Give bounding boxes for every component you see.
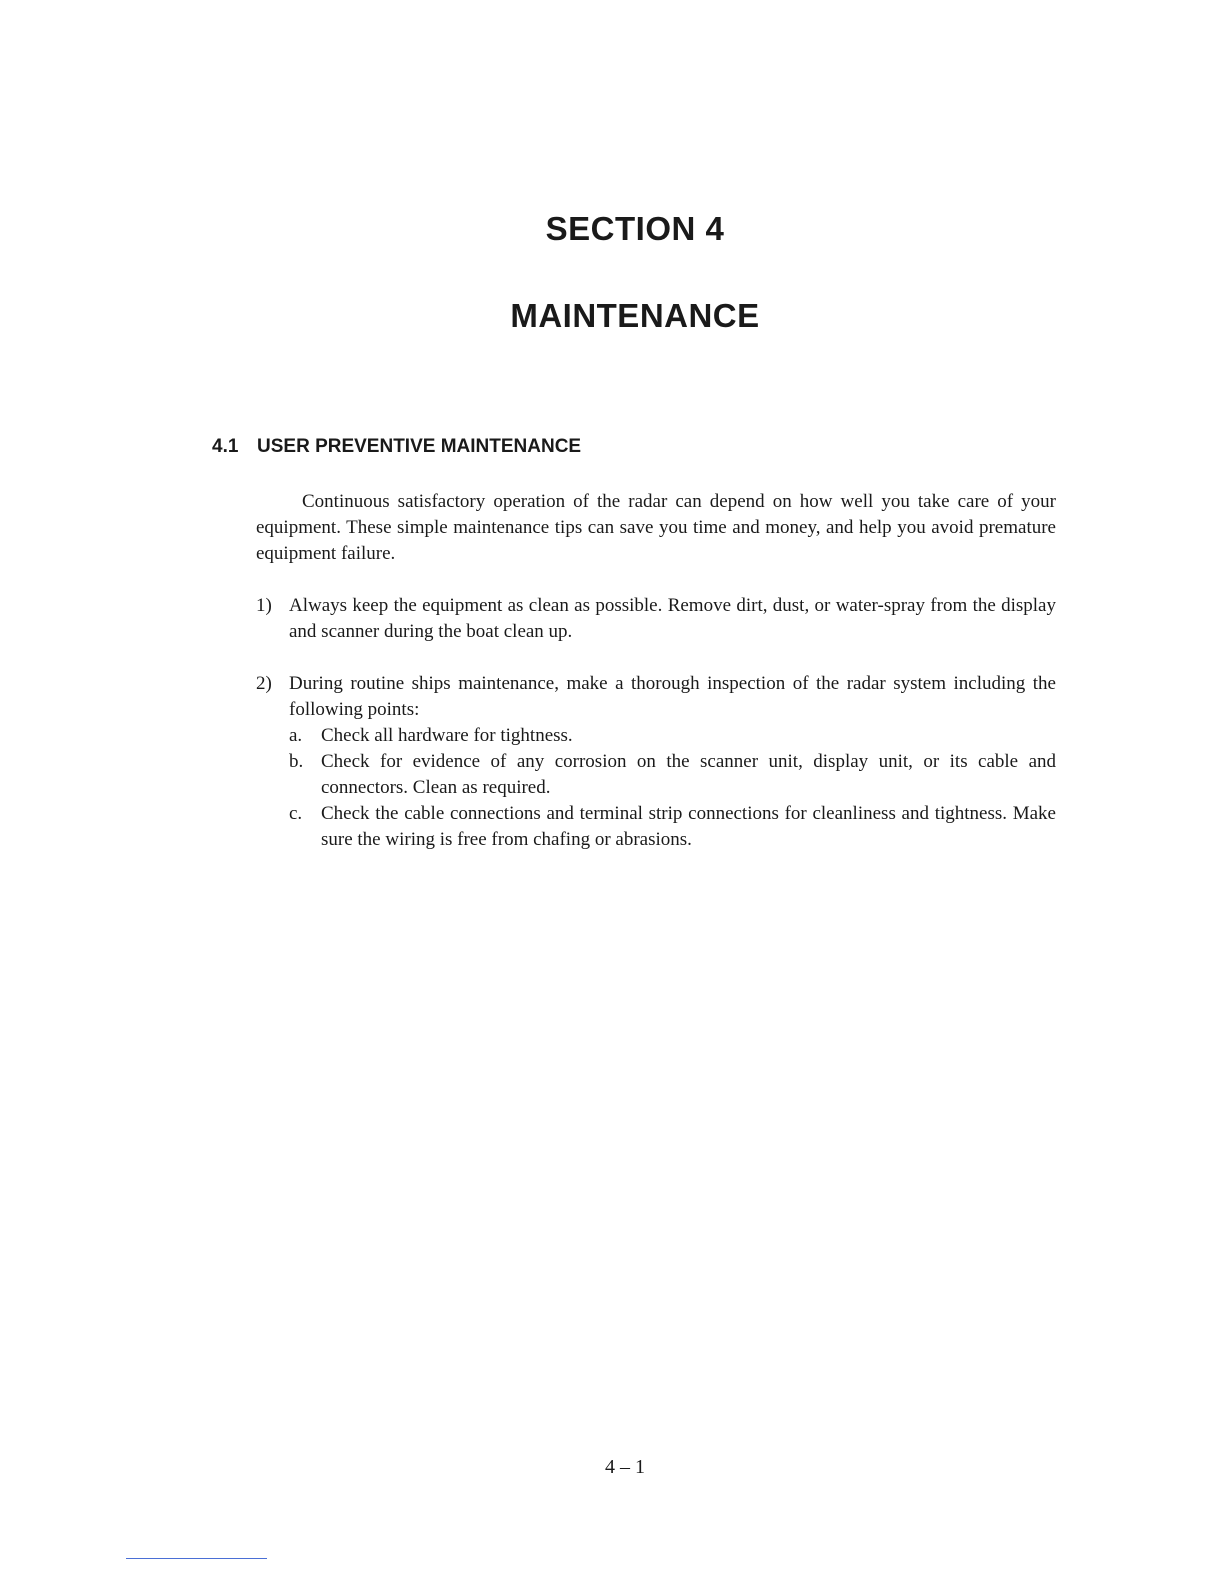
list-item-text: During routine ships maintenance, make a thorough inspection of the radar system including the following points: — [289, 673, 1056, 720]
intro-paragraph: Continuous satisfactory operation of the radar can depend on how well you take care of your equipment. These simple maintenance tips can save you time and money, and help you avoid premature equipment failure. — [256, 491, 1056, 564]
sub-list-item-marker: c. — [289, 803, 303, 824]
subsection-heading — [212, 436, 581, 458]
sub-list-item-marker: a. — [289, 725, 303, 746]
sub-list — [289, 723, 1056, 853]
section-number: SECTION 4 — [545, 210, 725, 247]
page-number: 4 – 1 — [605, 1456, 645, 1478]
sub-list-item — [289, 801, 1056, 853]
subsection-number: 4.1 — [212, 436, 239, 457]
sub-list-item-text: Check for evidence of any corrosion on the scanner unit, display unit, or its cable and connectors. Clean as required. — [321, 751, 1056, 798]
footer-rule — [126, 1558, 267, 1559]
list-item — [256, 671, 1056, 853]
list-item — [256, 593, 1056, 645]
sub-list-item — [289, 723, 1056, 749]
sub-list-item-marker: b. — [289, 751, 304, 772]
list-item-text: Always keep the equipment as clean as possible. Remove dirt, dust, or water-spray from the display and scanner during the boat clean up. — [289, 595, 1056, 642]
section-title: MAINTENANCE — [510, 297, 760, 334]
subsection-title: USER PREVENTIVE MAINTENANCE — [257, 436, 582, 457]
sub-list-item-text: Check all hardware for tightness. — [321, 725, 573, 746]
list-item-marker: 1) — [256, 595, 272, 616]
sub-list-item — [289, 749, 1056, 801]
list-item-marker: 2) — [256, 673, 272, 694]
sub-list-item-text: Check the cable connections and terminal strip connections for cleanliness and tightness. Make sure the wiring is free from chafing or abrasions. — [321, 803, 1056, 850]
